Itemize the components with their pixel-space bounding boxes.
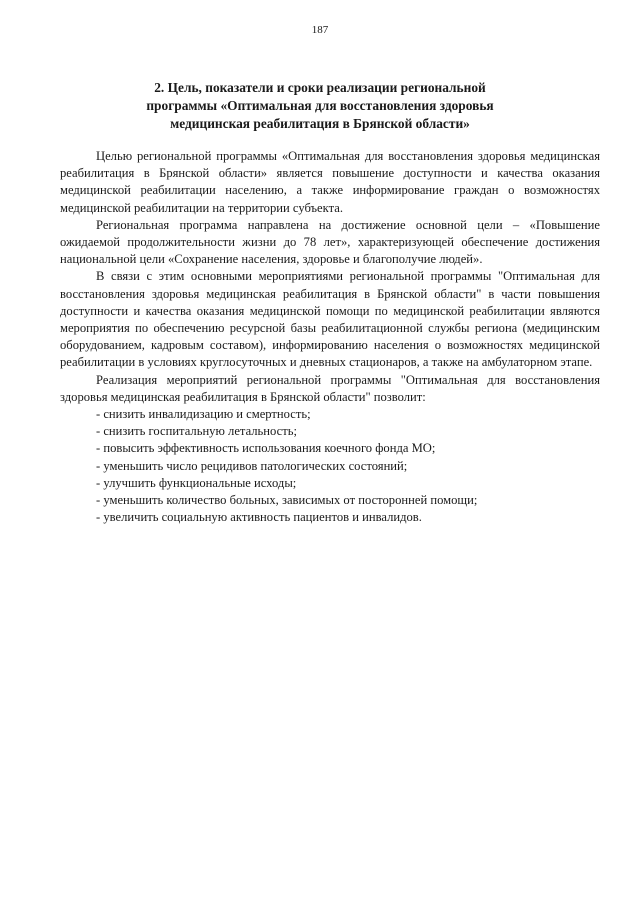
page-number: 187 xyxy=(311,24,329,36)
list-item: - уменьшить число рецидивов патологических состояний; xyxy=(96,458,408,473)
results-list xyxy=(60,406,600,526)
paragraph-main-target: Региональная программа направлена на достижение основной цели – «Повышение ожидаемой продолжительности жизни до 78 лет», характеризующей обеспечение достижения национальной цели «Сохранение населения, здоровье и благополучие людей». xyxy=(60,217,600,267)
paragraph-expected-results: Реализация мероприятий региональной программы "Оптимальная для восстановления здоровья медицинская реабилитация в Брянской области" позволит: xyxy=(60,372,600,404)
list-item: - повысить эффективность использования коечного фонда МО; xyxy=(96,441,436,456)
section-heading xyxy=(100,79,540,133)
paragraph-main-activities: В связи с этим основными мероприятиями региональной программы "Оптимальная для восстановления здоровья медицинская реабилитация в Брянской области" в части повышения доступности и качества оказания медицинской помощи по медицинской реабилитации являются мероприятия по обеспечению ресурсной базы реабилитационной службы региона (медицинским оборудованием, кадровым составом), информированию населения о возможностях медицинской реабилитации в условиях круглосуточных и дневных стационаров, а также на амбулаторном этапе. xyxy=(60,269,600,370)
list-item: - увеличить социальную активность пациентов и инвалидов. xyxy=(96,510,422,525)
list-item: - уменьшить количество больных, зависимых от посторонней помощи; xyxy=(96,493,478,508)
heading-line: медицинская реабилитация в Брянской области» xyxy=(170,116,470,131)
heading-line: 2. Цель, показатели и сроки реализации региональной xyxy=(154,80,486,95)
document-body xyxy=(60,148,600,526)
list-item: - снизить госпитальную летальность; xyxy=(96,424,297,439)
heading-line: программы «Оптимальная для восстановления здоровья xyxy=(146,98,494,113)
paragraph-goal: Целью региональной программы «Оптимальная для восстановления здоровья медицинская реабилитация в Брянской области» является повышение доступности и качества оказания медицинской реабилитации населению, а также информирование граждан о возможностях медицинской реабилитации на территории субъекта. xyxy=(60,149,600,215)
list-item: - улучшить функциональные исходы; xyxy=(96,475,297,490)
list-item: - снизить инвалидизацию и смертность; xyxy=(96,407,311,422)
